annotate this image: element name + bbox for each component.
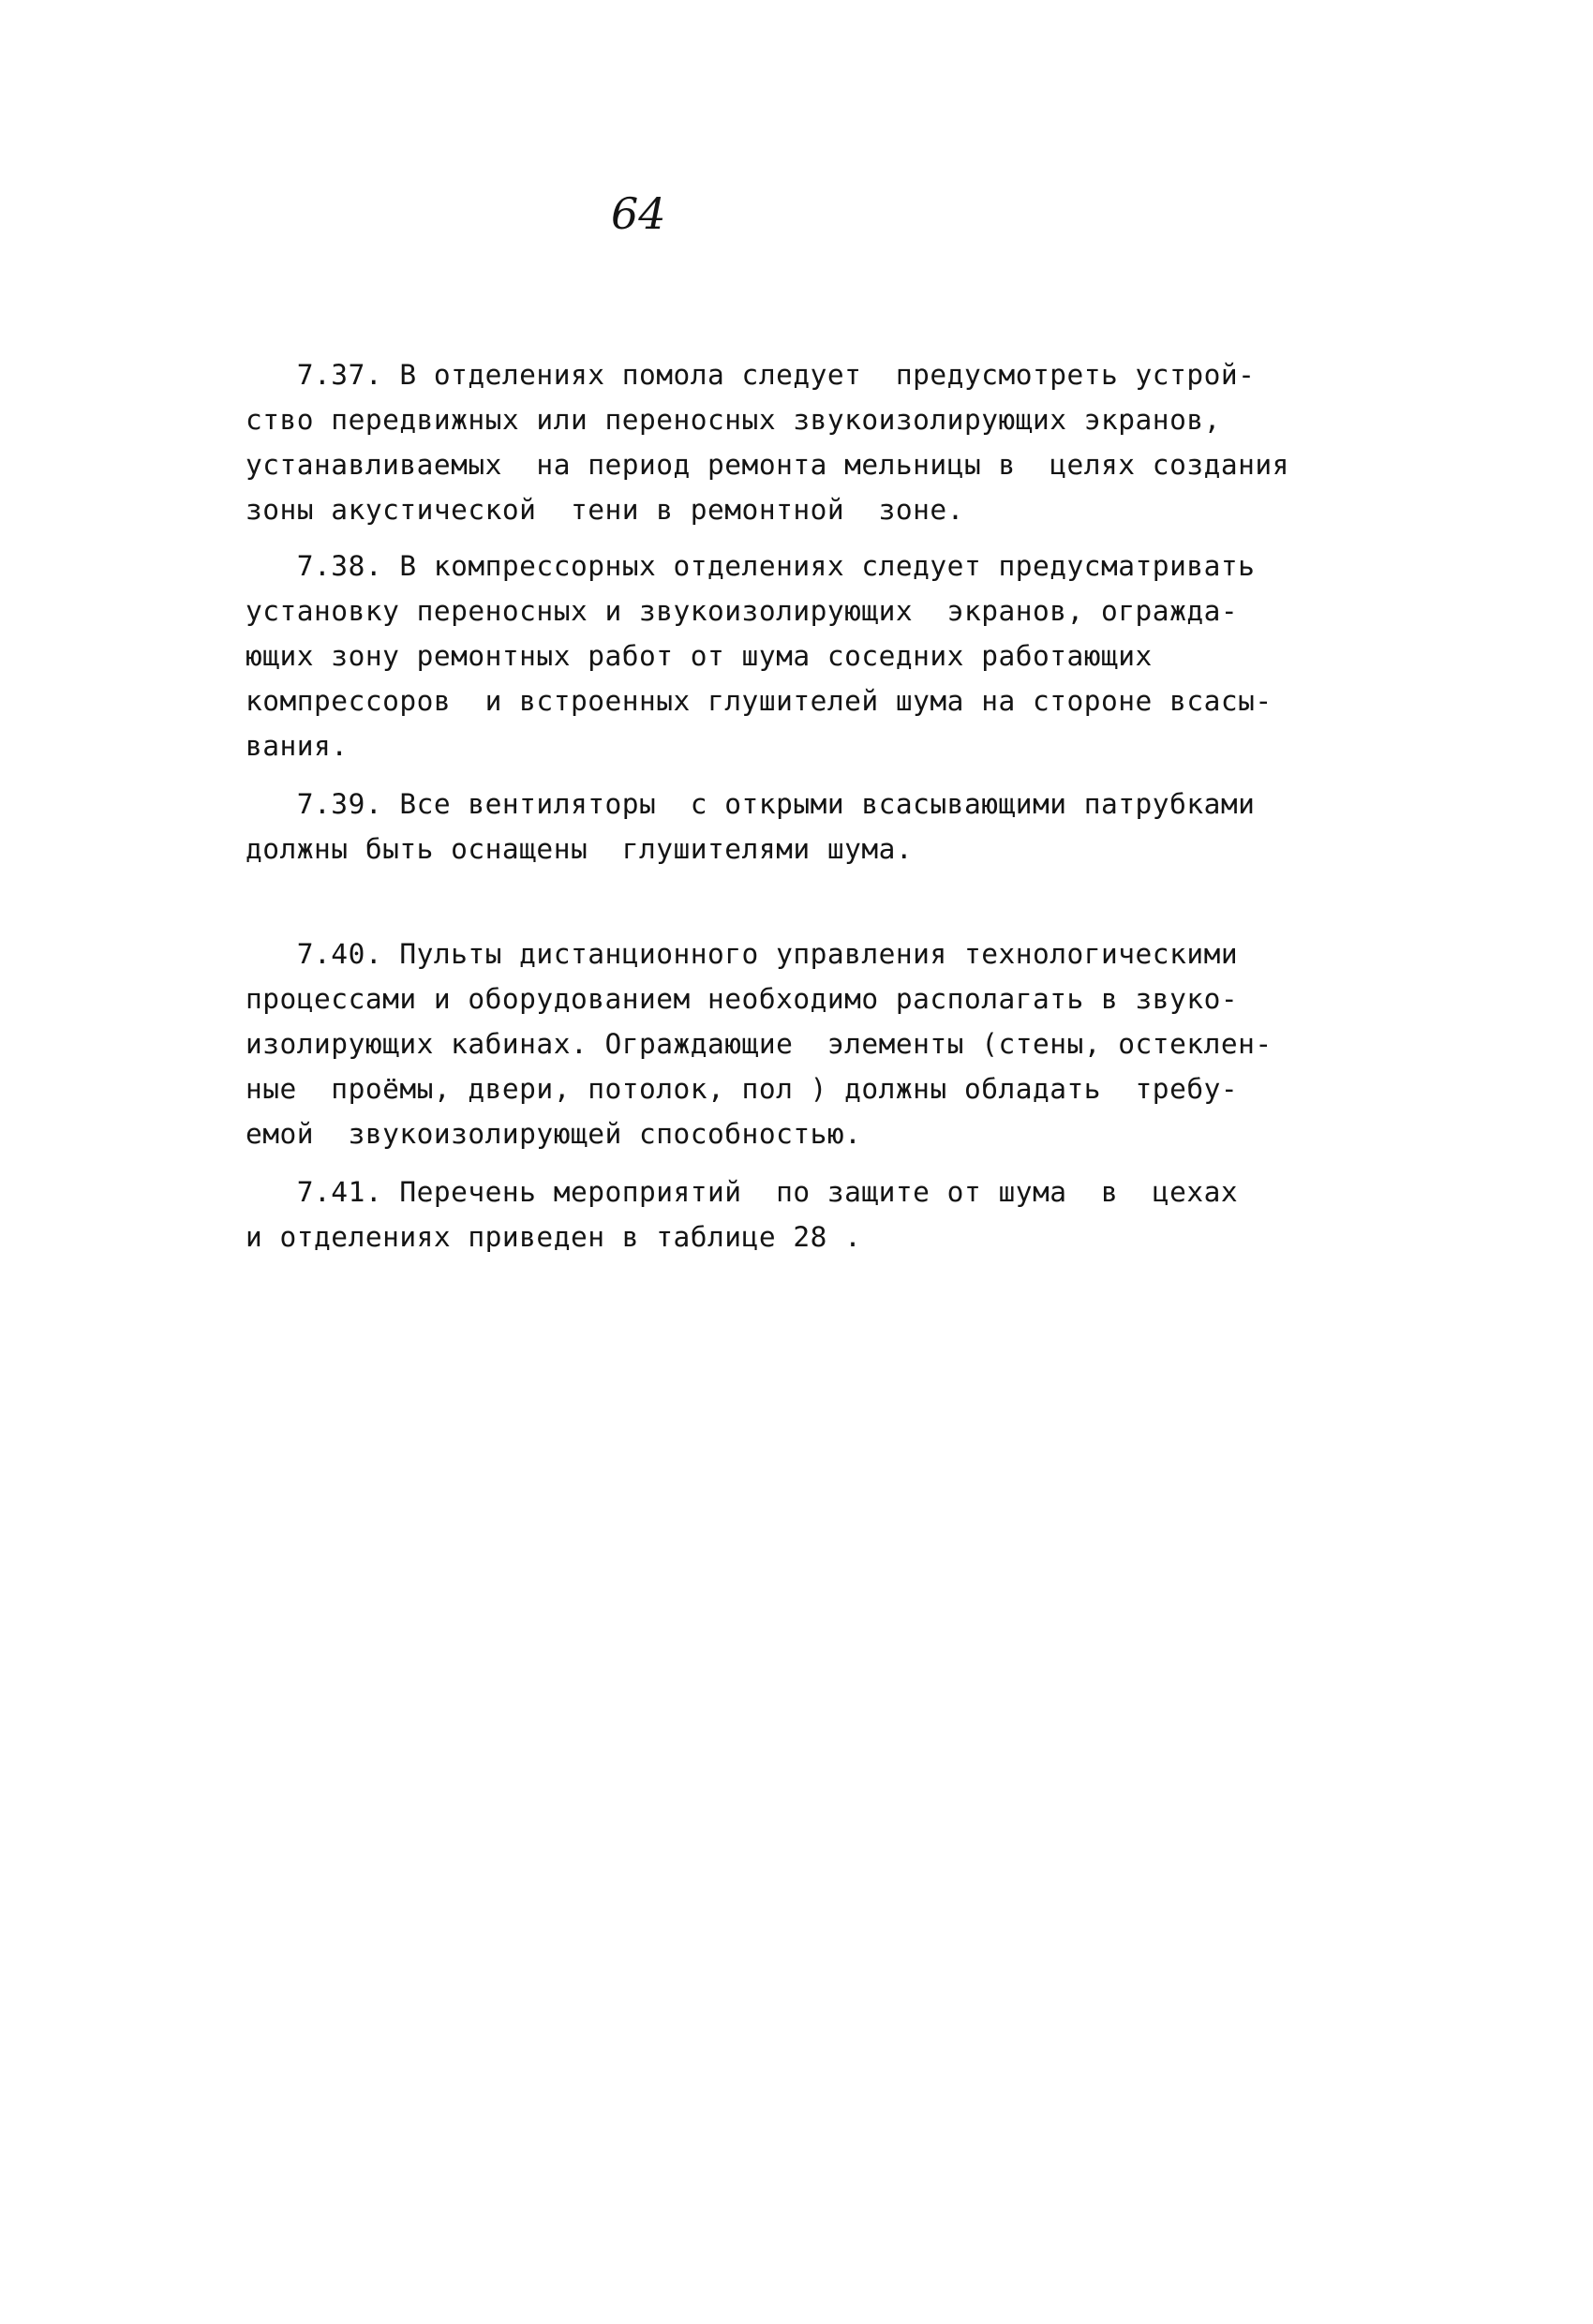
text-line: емой звукоизолирующей способностью.: [246, 1118, 862, 1150]
text-line: и отделениях приведен в таблице 28 .: [246, 1221, 862, 1253]
text-line: установку переносных и звукоизолирующих экранов, огражда-: [246, 595, 1239, 627]
text-line: 7.40. Пульты дистанционного управления технологическими: [246, 938, 1239, 970]
text-line: 7.39. Все вентиляторы с открыми всасывающими патрубками: [246, 788, 1256, 820]
text-line: ющих зону ремонтных работ от шума соседних работающих: [246, 640, 1153, 672]
text-line: ные проёмы, двери, потолок, пол ) должны обладать требу-: [246, 1073, 1239, 1105]
text-line: вания.: [246, 730, 349, 762]
text-line: 7.37. В отделениях помола следует предусмотреть устрой-: [246, 359, 1256, 391]
text-line: ство передвижных или переносных звукоизолирующих экранов,: [246, 404, 1221, 436]
text-line: процессами и оборудованием необходимо располагать в звуко-: [246, 983, 1239, 1015]
text-line: 7.41. Перечень мероприятий по защите от шума в цехах: [246, 1176, 1239, 1208]
text-line: зоны акустической тени в ремонтной зоне.: [246, 494, 964, 526]
text-line: компрессоров и встроенных глушителей шума на стороне всасы-: [246, 685, 1273, 717]
text-line: 7.38. В компрессорных отделениях следует предусматривать: [246, 550, 1256, 582]
text-line: устанавливаемых на период ремонта мельницы в целях создания: [246, 449, 1289, 481]
page-number: 64: [611, 188, 666, 239]
text-line: должны быть оснащены глушителями шума.: [246, 833, 914, 865]
text-line: изолирующих кабинах. Ограждающие элементы (стены, остеклен-: [246, 1028, 1273, 1060]
